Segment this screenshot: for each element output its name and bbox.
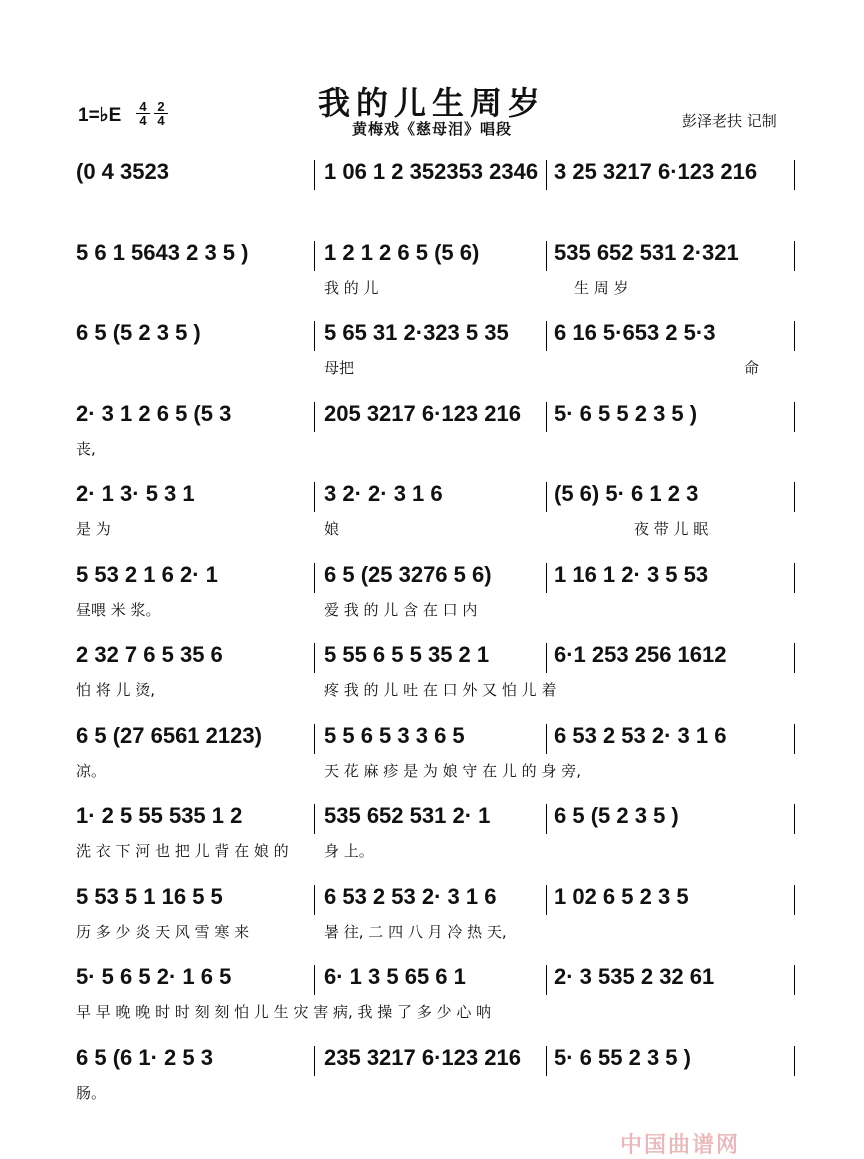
measure-notes: 6 16 5·653 2 5·3 <box>554 320 716 345</box>
measure-notes: (0 4 3523 <box>76 159 169 184</box>
bar-line <box>546 241 547 271</box>
measure-notes: 5· 6 5 5 2 3 5 ) <box>554 400 698 426</box>
notation-line <box>74 800 794 836</box>
notation-line <box>74 559 794 595</box>
notation-line <box>74 156 794 192</box>
bar-line <box>314 402 315 432</box>
bar-line <box>794 563 795 593</box>
lyrics-line <box>74 277 794 301</box>
bar-line <box>546 402 547 432</box>
score-system <box>74 470 794 544</box>
measure-notes: 6· 1 3 5 65 6 1 <box>324 964 466 989</box>
measure-notes: 3 2· 2· 3 1 6 <box>324 481 443 506</box>
measure-notes: 5 55 6 5 5 35 2 1 <box>324 642 490 667</box>
lyric-text: 母把 <box>324 359 355 377</box>
bar-line <box>314 563 315 593</box>
bar-line <box>314 482 315 512</box>
notation-line <box>74 1042 794 1078</box>
notation-line <box>74 237 794 273</box>
measure-notes: 5 53 2 1 6 2· 1 <box>76 561 218 587</box>
notation-line <box>74 720 794 756</box>
notation-line <box>74 478 794 514</box>
measure-notes: 6 5 (5 2 3 5 ) <box>554 803 679 828</box>
notation-line <box>74 961 794 997</box>
bar-line <box>546 724 547 754</box>
bar-line <box>546 965 547 995</box>
measure-notes: 5 65 31 2·323 5 35 <box>324 320 509 345</box>
measure-notes: 5· 5 6 5 2· 1 6 5 <box>76 964 232 989</box>
measure-notes: 6 53 2 53 2· 3 1 6 <box>324 883 497 909</box>
score-system <box>74 551 794 625</box>
transcriber-credit: 彭泽老扶 记制 <box>682 112 777 130</box>
bar-line <box>794 482 795 512</box>
measure-notes: 5 53 5 1 16 5 5 <box>76 883 223 909</box>
lyric-text: 历 多 少 炎 天 风 雪 寒 来 <box>76 922 250 941</box>
bar-line <box>794 804 795 834</box>
measure-notes: 2· 3 1 2 6 5 (5 3 <box>76 400 232 426</box>
bar-line <box>546 563 547 593</box>
measure-notes: 3 25 3217 6·123 216 <box>554 159 758 184</box>
measure-notes: 6 5 (6 1· 2 5 3 <box>76 1044 213 1070</box>
bar-line <box>546 160 547 190</box>
lyrics-line <box>74 840 794 864</box>
score-system <box>74 792 794 866</box>
measure-notes: 1 2 1 2 6 5 (5 6) <box>324 239 480 265</box>
bar-line <box>794 241 795 271</box>
lyrics-line <box>74 1001 794 1025</box>
lyrics-line <box>74 760 794 784</box>
measure-notes: (5 6) 5· 6 1 2 3 <box>554 481 699 506</box>
measure-notes: 535 652 531 2·321 <box>554 239 739 265</box>
measure-notes: 1 16 1 2· 3 5 53 <box>554 561 709 587</box>
site-watermark: 中国曲谱网 <box>620 1133 741 1158</box>
bar-line <box>314 965 315 995</box>
measure-notes: 5 6 1 5643 2 3 5 ) <box>76 239 249 265</box>
bar-line <box>546 1046 547 1076</box>
time-signature-2-4: 2 4 <box>154 100 168 127</box>
measure-notes: 535 652 531 2· 1 <box>324 803 491 828</box>
bar-line <box>314 1046 315 1076</box>
bar-line <box>546 321 547 351</box>
lyric-text: 娘 <box>324 520 340 538</box>
bar-line <box>794 885 795 915</box>
lyric-text: 是 为 <box>76 520 111 538</box>
notation-line <box>74 881 794 917</box>
lyrics-line <box>74 679 794 703</box>
bar-line <box>546 482 547 512</box>
bar-line <box>314 643 315 673</box>
score-header <box>0 0 864 140</box>
measure-notes: 2· 1 3· 5 3 1 <box>76 481 195 506</box>
measure-notes: 5· 6 55 2 3 5 ) <box>554 1044 691 1070</box>
lyric-text: 身 上。 <box>324 842 374 860</box>
lyrics-line <box>74 357 794 381</box>
measure-notes: 2· 3 535 2 32 61 <box>554 964 715 989</box>
measure-notes: 6 5 (5 2 3 5 ) <box>76 320 201 345</box>
lyric-text: 天 花 麻 疹 是 为 娘 守 在 儿 的 身 旁, <box>324 761 581 780</box>
bar-line <box>314 724 315 754</box>
lyric-text: 命 <box>744 359 760 377</box>
song-title: 我的儿生周岁 <box>317 84 546 122</box>
lyric-text: 早 早 晚 晚 时 时 刻 刻 怕 儿 生 灾 害 病, 我 操 了 多 少 心 呐 <box>76 1003 492 1021</box>
lyric-text: 我 的 儿 <box>324 278 379 297</box>
bar-line <box>794 160 795 190</box>
measure-notes: 6 53 2 53 2· 3 1 6 <box>554 722 727 748</box>
score-system <box>74 309 794 383</box>
bar-line <box>314 241 315 271</box>
lyric-text: 肠。 <box>76 1083 107 1102</box>
bar-line <box>314 804 315 834</box>
notation-line <box>74 398 794 434</box>
measure-notes: 6 5 (25 3276 5 6) <box>324 561 492 587</box>
measure-notes: 205 3217 6·123 216 <box>324 400 521 426</box>
notation-line <box>74 317 794 353</box>
lyric-text: 爱 我 的 儿 含 在 口 内 <box>324 600 478 619</box>
bar-line <box>794 402 795 432</box>
key-signature: 1=♭E <box>78 105 122 126</box>
bar-line <box>794 1046 795 1076</box>
score-system <box>74 631 794 705</box>
bar-line <box>794 321 795 351</box>
lyrics-line <box>74 438 794 462</box>
measure-notes: 1 02 6 5 2 3 5 <box>554 883 689 909</box>
bar-line <box>546 643 547 673</box>
lyric-text: 怕 将 儿 烫, <box>76 681 156 699</box>
score-system <box>74 712 794 786</box>
lyric-text: 暑 往, 二 四 八 月 冷 热 天, <box>324 922 507 941</box>
measure-notes: 6·1 253 256 1612 <box>554 642 727 667</box>
measure-notes: 235 3217 6·123 216 <box>324 1044 521 1070</box>
lyric-text: 疼 我 的 儿 吐 在 口 外 又 怕 儿 着 <box>324 681 557 699</box>
bar-line <box>314 321 315 351</box>
time-signature-4-4: 4 4 <box>136 100 150 127</box>
lyrics-line <box>74 518 794 542</box>
bar-line <box>546 885 547 915</box>
lyric-text: 洗 衣 下 河 也 把 儿 背 在 娘 的 <box>76 842 289 860</box>
bar-line <box>314 160 315 190</box>
score-system <box>74 953 794 1027</box>
bar-line <box>546 804 547 834</box>
song-subtitle: 黄梅戏《慈母泪》唱段 <box>351 120 512 138</box>
measure-notes: 1· 2 5 55 535 1 2 <box>76 803 243 828</box>
score-system <box>74 229 794 303</box>
lyrics-line <box>74 599 794 623</box>
lyric-text: 昼喂 米 浆。 <box>76 600 161 619</box>
lyrics-line <box>74 1082 794 1106</box>
lyric-text: 夜 带 儿 眠 <box>634 520 709 538</box>
score-system <box>74 873 794 947</box>
bar-line <box>794 965 795 995</box>
measure-notes: 2 32 7 6 5 35 6 <box>76 642 223 667</box>
score-system <box>74 148 794 222</box>
lyrics-line <box>74 921 794 945</box>
score-system <box>74 1034 794 1108</box>
bar-line <box>314 885 315 915</box>
bar-line <box>794 724 795 754</box>
lyric-text: 凉。 <box>76 761 107 780</box>
lyric-text: 生 周 岁 <box>574 278 629 297</box>
measure-notes: 1 06 1 2 352353 2346 <box>324 159 539 184</box>
measure-notes: 6 5 (27 6561 2123) <box>76 722 262 748</box>
lyric-text: 丧, <box>76 439 96 458</box>
measure-notes: 5 5 6 5 3 3 6 5 <box>324 722 465 748</box>
notation-line <box>74 639 794 675</box>
bar-line <box>794 643 795 673</box>
score-system <box>74 390 794 464</box>
